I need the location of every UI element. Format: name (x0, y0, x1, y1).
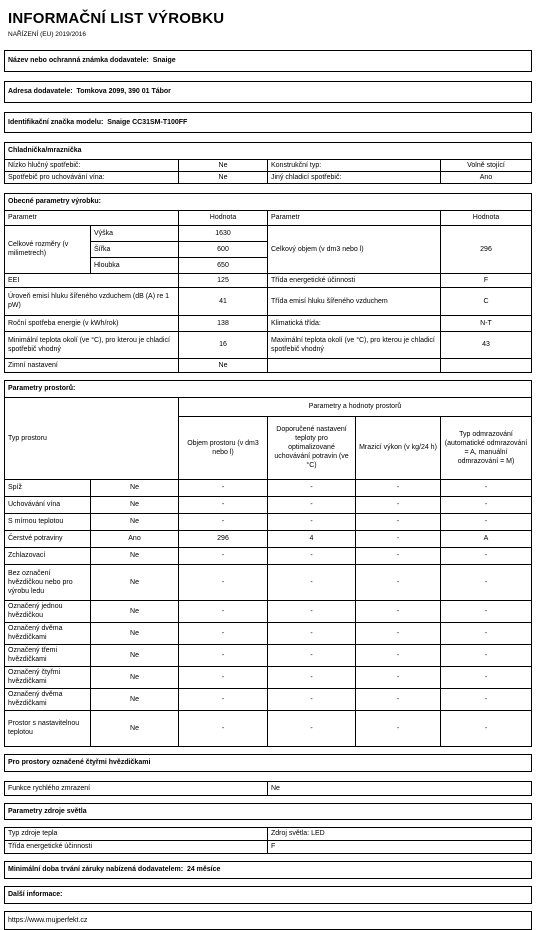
compartment-row (5, 496, 532, 513)
compartment-present: Ne (91, 496, 179, 513)
warranty-row (5, 861, 532, 878)
compartment-name: Prostor s nastavitelnou teplotou (5, 710, 91, 746)
compartment-temp: - (268, 479, 356, 496)
compartment-name: Zchlazovací (5, 547, 91, 564)
max-ambient-temp-value: 43 (441, 331, 532, 358)
low-noise-label: Nízko hlučný spotřebič: (5, 159, 179, 171)
col-defrost-header: Typ odmrazování (automatické odmrazování = A, manuální odmrazování = M) (441, 416, 532, 479)
regulation-reference: NAŘÍZENÍ (EU) 2019/2016 (8, 31, 87, 38)
compartment-defrost: - (441, 600, 532, 622)
empty-cell (268, 358, 441, 372)
compartment-group-header: Parametry a hodnoty prostorů (179, 397, 532, 416)
empty-cell (441, 358, 532, 372)
compartment-freeze: - (356, 547, 441, 564)
more-info-url[interactable]: https://www.mujperfekt.cz (5, 911, 532, 929)
spacer-row (5, 878, 532, 886)
compartment-freeze: - (356, 688, 441, 710)
supplier-address-value: Tomkova 2099, 390 01 Tábor (76, 88, 171, 95)
compartment-name: Bez označení hvězdičkou nebo pro výrobu ledu (5, 564, 91, 600)
light-type-label: Typ zdroje tepla (5, 827, 268, 840)
compartment-defrost: A (441, 530, 532, 547)
product-sheet-table (4, 40, 532, 930)
model-identifier-value: Snaige CC31SM-T100FF (107, 118, 188, 126)
fast-freeze-label: Funkce rychlého zmrazení (5, 781, 268, 795)
supplier-name-label: Název nebo ochranná známka dodavatele: (8, 57, 149, 64)
spacer-row (5, 132, 532, 142)
compartment-name: Označený jednou hvězdičkou (5, 600, 91, 622)
compartment-name: Označený dvěma hvězdičkami (5, 622, 91, 644)
warranty-label: Minimální doba trvání záruky nabízená dodavatelem: (8, 866, 184, 873)
compartment-row (5, 644, 532, 666)
compartment-freeze: - (356, 644, 441, 666)
compartment-present: Ne (91, 564, 179, 600)
winter-setting-value: Ne (179, 358, 268, 372)
compartment-temp: - (268, 547, 356, 564)
compartment-volume: - (179, 513, 268, 530)
col-volume-header: Objem prostoru (v dm3 nebo l) (179, 416, 268, 479)
compartment-temp: 4 (268, 530, 356, 547)
general-col-value-2: Hodnota (441, 210, 532, 225)
compartment-name: S mírnou teplotou (5, 513, 91, 530)
compartment-temp: - (268, 666, 356, 688)
compartment-present: Ne (91, 622, 179, 644)
compartment-defrost: - (441, 564, 532, 600)
compartment-volume: - (179, 564, 268, 600)
supplier-address-row (5, 81, 532, 102)
compartments-header: Parametry prostorů: (5, 380, 532, 397)
compartment-volume: - (179, 479, 268, 496)
general-col-value: Hodnota (179, 210, 268, 225)
design-type-value: Volně stojící (441, 159, 532, 171)
noise-class-label: Třída emisí hluku šířeného vzduchem (268, 287, 441, 315)
compartment-volume: - (179, 710, 268, 746)
compartment-freeze: - (356, 513, 441, 530)
compartment-defrost: - (441, 496, 532, 513)
compartment-name: Označený třemi hvězdičkami (5, 644, 91, 666)
compartment-freeze: - (356, 479, 441, 496)
compartment-row (5, 710, 532, 746)
compartment-temp: - (268, 710, 356, 746)
warranty-value: 24 měsíce (186, 866, 221, 873)
compartment-volume: - (179, 688, 268, 710)
general-col-parameter-2: Parametr (268, 210, 441, 225)
compartment-present: Ne (91, 600, 179, 622)
compartment-defrost: - (441, 666, 532, 688)
wine-storage-value: Ne (179, 171, 268, 183)
climate-class-value: N-T (441, 315, 532, 331)
compartment-temp: - (268, 496, 356, 513)
compartment-defrost: - (441, 710, 532, 746)
compartment-present: Ne (91, 666, 179, 688)
compartment-defrost: - (441, 479, 532, 496)
wine-storage-label: Spotřebič pro uchovávání vína: (5, 171, 179, 183)
noise-emission-label: Úroveň emisí hluku šířeného vzduchem (dB (A) re 1 pW) (5, 287, 179, 315)
general-col-parameter: Parametr (5, 210, 179, 225)
energy-class-label: Třída energetické účinnosti (268, 273, 441, 287)
compartment-freeze: - (356, 564, 441, 600)
compartment-type-header: Typ prostoru (5, 397, 179, 479)
compartment-row (5, 666, 532, 688)
other-appliance-label: Jiný chladicí spotřebič: (268, 171, 441, 183)
design-type-label: Konstrukční typ: (268, 159, 441, 171)
supplier-address-label: Adresa dodavatele: (8, 88, 73, 95)
col-temp-header: Doporučené nastavení teploty pro optimalizované uchovávání potravin (ve °C) (268, 416, 356, 479)
min-ambient-temp-value: 16 (179, 331, 268, 358)
compartment-row (5, 688, 532, 710)
depth-label: Hloubka (91, 257, 179, 273)
spacer-row (5, 372, 532, 380)
compartment-row (5, 513, 532, 530)
spacer-row (5, 40, 532, 50)
compartment-name: Označený čtyřmi hvězdičkami (5, 666, 91, 688)
eei-label: EEI (5, 273, 179, 287)
compartment-freeze: - (356, 496, 441, 513)
compartment-volume: - (179, 622, 268, 644)
compartment-name: Spíž (5, 479, 91, 496)
compartment-row (5, 564, 532, 600)
min-ambient-temp-label: Minimální teplota okolí (ve °C), pro kterou je chladicí spotřebič vhodný (5, 331, 179, 358)
depth-value: 650 (179, 257, 268, 273)
spacer-row (5, 71, 532, 81)
compartment-row (5, 622, 532, 644)
spacer-row (5, 903, 532, 911)
width-value: 600 (179, 241, 268, 257)
max-ambient-temp-label: Maximální teplota okolí (ve °C), pro kterou je chladicí spotřebič vhodný (268, 331, 441, 358)
compartment-present: Ne (91, 479, 179, 496)
compartment-present: Ne (91, 644, 179, 666)
light-type-value: Zdroj světla: LED (268, 827, 532, 840)
climate-class-label: Klimatická třída: (268, 315, 441, 331)
compartment-defrost: - (441, 513, 532, 530)
category-header: Chladnička/mraznička (5, 142, 532, 159)
compartment-row (5, 547, 532, 564)
compartment-present: Ne (91, 710, 179, 746)
compartment-present: Ano (91, 530, 179, 547)
winter-setting-label: Zimní nastavení (5, 358, 179, 372)
more-info-header: Další informace: (5, 886, 532, 903)
overall-dimensions-label: Celkové rozměry (v milimetrech) (5, 225, 91, 273)
noise-class-value: C (441, 287, 532, 315)
compartment-volume: - (179, 666, 268, 688)
spacer-row (5, 795, 532, 803)
spacer-row (5, 853, 532, 861)
light-source-header: Parametry zdroje světla (5, 803, 532, 819)
eei-value: 125 (179, 273, 268, 287)
compartment-volume: - (179, 496, 268, 513)
compartment-volume: - (179, 547, 268, 564)
compartment-volume: - (179, 600, 268, 622)
annual-energy-label: Roční spotřeba energie (v kWh/rok) (5, 315, 179, 331)
compartment-present: Ne (91, 513, 179, 530)
low-noise-value: Ne (179, 159, 268, 171)
spacer-row (5, 771, 532, 781)
compartment-name: Uchovávání vína (5, 496, 91, 513)
general-parameters-header: Obecné parametry výrobku: (5, 193, 532, 210)
compartment-volume: 296 (179, 530, 268, 547)
compartment-freeze: - (356, 530, 441, 547)
compartment-temp: - (268, 564, 356, 600)
compartment-defrost: - (441, 688, 532, 710)
spacer-row (5, 102, 532, 112)
height-value: 1630 (179, 225, 268, 241)
four-star-header: Pro prostory označené čtyřmi hvězdičkami (5, 754, 532, 771)
spacer-row (5, 746, 532, 754)
compartment-name: Označený dvěma hvězdičkami (5, 688, 91, 710)
compartment-volume: - (179, 644, 268, 666)
supplier-name-value: Snaige (152, 57, 176, 64)
compartment-defrost: - (441, 622, 532, 644)
page-title: INFORMAČNÍ LIST VÝROBKU (8, 10, 225, 27)
fast-freeze-value: Ne (268, 781, 532, 795)
compartment-freeze: - (356, 600, 441, 622)
annual-energy-value: 138 (179, 315, 268, 331)
compartment-row (5, 479, 532, 496)
compartment-present: Ne (91, 547, 179, 564)
compartment-temp: - (268, 622, 356, 644)
compartment-temp: - (268, 513, 356, 530)
width-label: Šířka (91, 241, 179, 257)
light-class-value: F (268, 840, 532, 853)
spacer-row (5, 819, 532, 827)
compartment-name: Čerstvé potraviny (5, 530, 91, 547)
compartment-present: Ne (91, 688, 179, 710)
total-volume-label: Celkový objem (v dm3 nebo l) (268, 225, 441, 273)
height-label: Výška (91, 225, 179, 241)
model-identifier-label: Identifikační značka modelu: (8, 118, 104, 126)
col-freeze-header: Mrazicí výkon (v kg/24 h) (356, 416, 441, 479)
noise-emission-value: 41 (179, 287, 268, 315)
compartment-defrost: - (441, 547, 532, 564)
compartment-row (5, 600, 532, 622)
compartment-freeze: - (356, 622, 441, 644)
spacer-row (5, 183, 532, 193)
compartment-freeze: - (356, 666, 441, 688)
other-appliance-value: Ano (441, 171, 532, 183)
compartment-row (5, 530, 532, 547)
total-volume-value: 296 (441, 225, 532, 273)
supplier-name-row (5, 50, 532, 71)
compartment-temp: - (268, 600, 356, 622)
light-class-label: Třída energetické účinnosti (5, 840, 268, 853)
compartment-freeze: - (356, 710, 441, 746)
energy-class-value: F (441, 273, 532, 287)
compartment-defrost: - (441, 644, 532, 666)
compartment-temp: - (268, 644, 356, 666)
model-identifier-row (5, 112, 532, 132)
compartment-temp: - (268, 688, 356, 710)
